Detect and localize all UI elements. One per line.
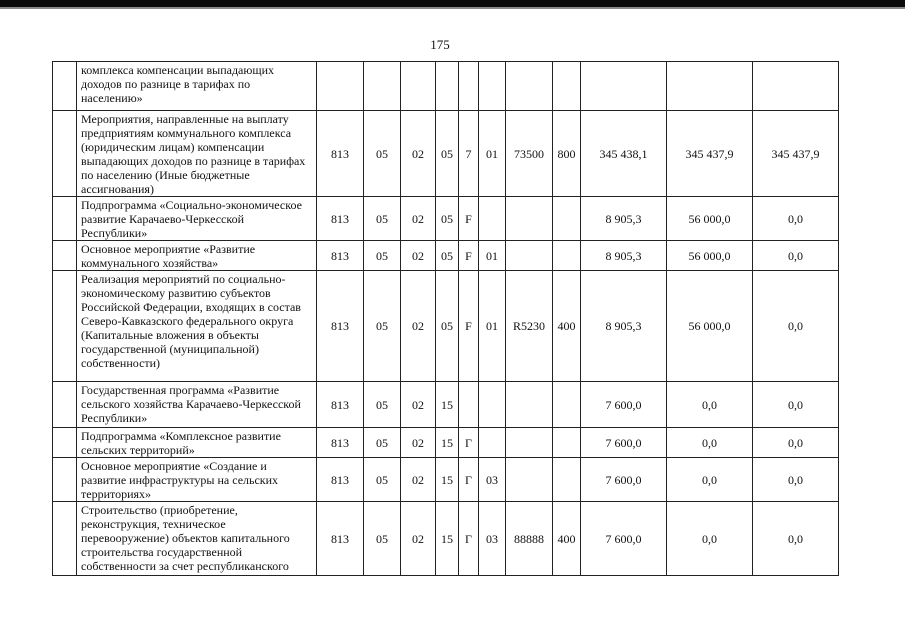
- program-code-cell: 05: [436, 271, 459, 382]
- ministry-code-cell: 813: [317, 382, 364, 428]
- table-row: [53, 197, 839, 241]
- row-number-cell: [53, 428, 77, 458]
- item-name-cell: Строительство (приобретение, реконструкция, техническое перевооружение) объектов капитального строительства государственной собственности за счет республиканского: [77, 502, 317, 576]
- section-code-cell: 05: [364, 502, 401, 576]
- subsection-code-cell: 02: [401, 111, 436, 197]
- section-code-cell: 05: [364, 458, 401, 502]
- item-name-cell: Государственная программа «Развитие сельского хозяйства Карачаево-Черкесской Республики»: [77, 382, 317, 428]
- amount-2022-cell: 0,0: [667, 382, 753, 428]
- ministry-code-cell: 813: [317, 428, 364, 458]
- section-code-cell: 05: [364, 111, 401, 197]
- direction-code-cell: [506, 458, 553, 502]
- table-row: [53, 502, 839, 576]
- amount-2021-cell: 8 905,3: [581, 241, 667, 271]
- event-code-cell: 01: [479, 271, 506, 382]
- table-row: [53, 241, 839, 271]
- amount-2023-cell: 0,0: [753, 241, 839, 271]
- event-code-cell: 03: [479, 502, 506, 576]
- subsection-code-cell: 02: [401, 502, 436, 576]
- item-name-cell: Основное мероприятие «Развитие коммунального хозяйства»: [77, 241, 317, 271]
- event-code-cell: [479, 62, 506, 111]
- expense-type-code-cell: [553, 197, 581, 241]
- row-number-cell: [53, 62, 77, 111]
- event-code-cell: [479, 382, 506, 428]
- event-code-cell: 01: [479, 111, 506, 197]
- event-code-cell: [479, 428, 506, 458]
- page-number: 175: [430, 37, 450, 52]
- table-row: [53, 62, 839, 111]
- amount-2021-cell: 345 438,1: [581, 111, 667, 197]
- expense-type-code-cell: [553, 382, 581, 428]
- program-code-cell: 05: [436, 197, 459, 241]
- event-code-cell: 01: [479, 241, 506, 271]
- amount-2021-cell: [581, 62, 667, 111]
- subsection-code-cell: 02: [401, 197, 436, 241]
- item-name-cell: комплекса компенсации выпадающих доходов по разнице в тарифах по населению»: [77, 62, 317, 111]
- program-code-cell: 05: [436, 111, 459, 197]
- direction-code-cell: [506, 241, 553, 271]
- ministry-code-cell: 813: [317, 241, 364, 271]
- amount-2023-cell: 0,0: [753, 197, 839, 241]
- amount-2021-cell: 8 905,3: [581, 271, 667, 382]
- expense-type-code-cell: [553, 62, 581, 111]
- amount-2021-cell: 7 600,0: [581, 458, 667, 502]
- subprogram-code-cell: [459, 382, 479, 428]
- item-name-cell: Мероприятия, направленные на выплату предприятиям коммунального комплекса (юридическим лицам) компенсации выпадающих доходов по разнице в тарифах по населению (Иные бюджетные ассигнования): [77, 111, 317, 197]
- row-number-cell: [53, 271, 77, 382]
- row-number-cell: [53, 502, 77, 576]
- expense-type-code-cell: [553, 428, 581, 458]
- subprogram-code-cell: 7: [459, 111, 479, 197]
- event-code-cell: [479, 197, 506, 241]
- program-code-cell: 15: [436, 458, 459, 502]
- amount-2021-cell: 8 905,3: [581, 197, 667, 241]
- direction-code-cell: R5230: [506, 271, 553, 382]
- subsection-code-cell: 02: [401, 382, 436, 428]
- item-name-cell: Подпрограмма «Социально-экономическое развитие Карачаево-Черкесской Республики»: [77, 197, 317, 241]
- direction-code-cell: [506, 382, 553, 428]
- subprogram-code-cell: F: [459, 271, 479, 382]
- amount-2023-cell: 0,0: [753, 271, 839, 382]
- program-code-cell: [436, 62, 459, 111]
- amount-2022-cell: 56 000,0: [667, 271, 753, 382]
- scan-top-border: [0, 0, 905, 7]
- ministry-code-cell: 813: [317, 458, 364, 502]
- row-number-cell: [53, 111, 77, 197]
- row-number-cell: [53, 241, 77, 271]
- amount-2021-cell: 7 600,0: [581, 502, 667, 576]
- subsection-code-cell: 02: [401, 458, 436, 502]
- table-row: [53, 428, 839, 458]
- subsection-code-cell: 02: [401, 271, 436, 382]
- direction-code-cell: 73500: [506, 111, 553, 197]
- event-code-cell: 03: [479, 458, 506, 502]
- amount-2022-cell: 56 000,0: [667, 197, 753, 241]
- amount-2022-cell: 0,0: [667, 428, 753, 458]
- amount-2022-cell: 0,0: [667, 502, 753, 576]
- ministry-code-cell: 813: [317, 111, 364, 197]
- expense-type-code-cell: 400: [553, 271, 581, 382]
- amount-2023-cell: 0,0: [753, 428, 839, 458]
- table-row: [53, 458, 839, 502]
- amount-2023-cell: 0,0: [753, 502, 839, 576]
- section-code-cell: 05: [364, 382, 401, 428]
- subprogram-code-cell: F: [459, 241, 479, 271]
- ministry-code-cell: 813: [317, 271, 364, 382]
- section-code-cell: 05: [364, 197, 401, 241]
- expense-type-code-cell: 400: [553, 502, 581, 576]
- amount-2022-cell: 56 000,0: [667, 241, 753, 271]
- subprogram-code-cell: Г: [459, 502, 479, 576]
- expense-type-code-cell: 800: [553, 111, 581, 197]
- budget-table: [52, 61, 839, 576]
- table-row: [53, 382, 839, 428]
- subprogram-code-cell: F: [459, 197, 479, 241]
- amount-2021-cell: 7 600,0: [581, 428, 667, 458]
- amount-2022-cell: 0,0: [667, 458, 753, 502]
- direction-code-cell: [506, 62, 553, 111]
- item-name-cell: Основное мероприятие «Создание и развитие инфраструктуры на сельских территориях»: [77, 458, 317, 502]
- row-number-cell: [53, 458, 77, 502]
- subsection-code-cell: 02: [401, 241, 436, 271]
- subprogram-code-cell: [459, 62, 479, 111]
- expense-type-code-cell: [553, 241, 581, 271]
- amount-2023-cell: 345 437,9: [753, 111, 839, 197]
- section-code-cell: [364, 62, 401, 111]
- amount-2022-cell: [667, 62, 753, 111]
- section-code-cell: 05: [364, 271, 401, 382]
- subprogram-code-cell: Г: [459, 458, 479, 502]
- amount-2021-cell: 7 600,0: [581, 382, 667, 428]
- ministry-code-cell: 813: [317, 197, 364, 241]
- section-code-cell: 05: [364, 428, 401, 458]
- amount-2023-cell: 0,0: [753, 382, 839, 428]
- program-code-cell: 15: [436, 382, 459, 428]
- direction-code-cell: 88888: [506, 502, 553, 576]
- item-name-cell: Подпрограмма «Комплексное развитие сельских территорий»: [77, 428, 317, 458]
- scan-top-shadow: [0, 7, 905, 9]
- amount-2022-cell: 345 437,9: [667, 111, 753, 197]
- program-code-cell: 05: [436, 241, 459, 271]
- amount-2023-cell: [753, 62, 839, 111]
- table-row: [53, 111, 839, 197]
- section-code-cell: 05: [364, 241, 401, 271]
- ministry-code-cell: 813: [317, 502, 364, 576]
- table-row: [53, 271, 839, 382]
- expense-type-code-cell: [553, 458, 581, 502]
- subsection-code-cell: 02: [401, 428, 436, 458]
- row-number-cell: [53, 197, 77, 241]
- row-number-cell: [53, 382, 77, 428]
- ministry-code-cell: [317, 62, 364, 111]
- amount-2023-cell: 0,0: [753, 458, 839, 502]
- direction-code-cell: [506, 428, 553, 458]
- program-code-cell: 15: [436, 428, 459, 458]
- item-name-cell: Реализация мероприятий по социально-экономическому развитию субъектов Российской Федерации, входящих в состав Северо-Кавказского федерального округа (Капитальные вложения в объекты государственной (муниципальной) собственности): [77, 271, 317, 382]
- subsection-code-cell: [401, 62, 436, 111]
- subprogram-code-cell: Г: [459, 428, 479, 458]
- program-code-cell: 15: [436, 502, 459, 576]
- direction-code-cell: [506, 197, 553, 241]
